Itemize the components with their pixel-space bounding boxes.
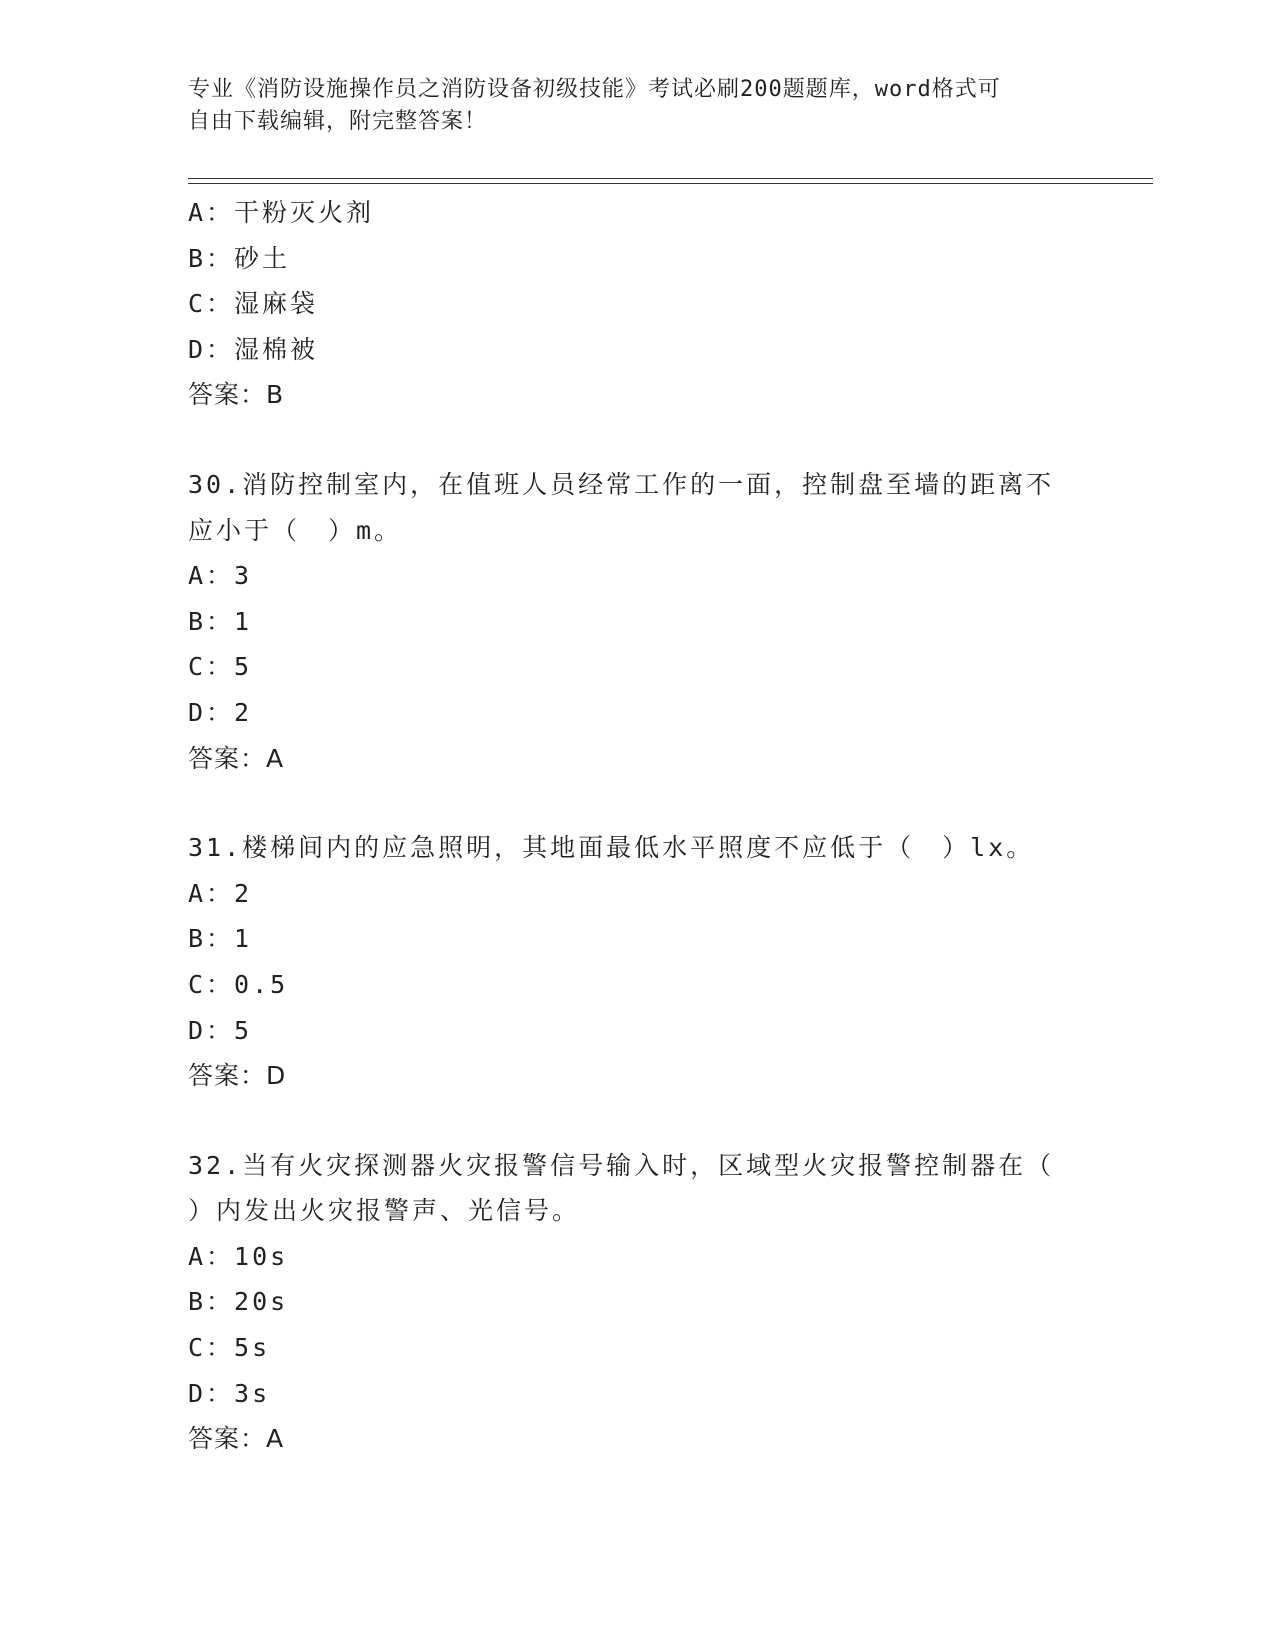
- question-spacer: [188, 418, 1088, 462]
- document-header: [188, 74, 1088, 138]
- answer: 答案：A: [188, 743, 285, 773]
- question-text-line-1: 31.楼梯间内的应急照明，其地面最低水平照度不应低于（ ）lx。: [188, 833, 1035, 863]
- question-list: [188, 190, 1088, 1462]
- option-b: B：砂土: [188, 243, 291, 273]
- answer: 答案：B: [188, 380, 285, 410]
- option-b: B：1: [188, 924, 253, 954]
- question-spacer: [188, 1099, 1088, 1143]
- header-title-line-2: 自由下载编辑，附完整答案！: [188, 109, 488, 134]
- question-text-line-2: 应小于（ ）m。: [188, 515, 403, 545]
- question-text-line-1: 30.消防控制室内，在值班人员经常工作的一面，控制盘至墙的距离不: [188, 469, 1055, 499]
- header-divider-bottom: [188, 183, 1153, 184]
- question-30: [188, 462, 1088, 781]
- option-a: A：2: [188, 878, 253, 908]
- option-a: A：3: [188, 561, 253, 591]
- option-d: D：3s: [188, 1378, 271, 1408]
- option-c: C：湿麻袋: [188, 289, 319, 319]
- option-d: D：2: [188, 697, 253, 727]
- option-b: B：1: [188, 606, 253, 636]
- question-text-line-2: ）内发出火灾报警声、光信号。: [188, 1196, 581, 1226]
- question-text-line-1: 32.当有火灾探测器火灾报警信号输入时，区域型火灾报警控制器在（: [188, 1150, 1055, 1180]
- answer: 答案：D: [188, 1061, 287, 1091]
- option-c: C：5: [188, 652, 253, 682]
- option-d: D：5: [188, 1015, 253, 1045]
- option-a: A：10s: [188, 1241, 289, 1271]
- answer: 答案：A: [188, 1424, 285, 1454]
- option-c: C：5s: [188, 1333, 271, 1363]
- option-c: C：0.5: [188, 969, 289, 999]
- option-d: D：湿棉被: [188, 334, 319, 364]
- header-divider-top: [188, 178, 1153, 179]
- question-spacer: [188, 781, 1088, 825]
- question-31: [188, 825, 1088, 1099]
- option-a: A：干粉灭火剂: [188, 198, 375, 227]
- question-29: [188, 190, 1088, 418]
- header-title-line-1: 专业《消防设施操作员之消防设备初级技能》考试必刷200题题库，word格式可: [188, 77, 1001, 102]
- option-b: B：20s: [188, 1287, 289, 1317]
- question-32: [188, 1143, 1088, 1462]
